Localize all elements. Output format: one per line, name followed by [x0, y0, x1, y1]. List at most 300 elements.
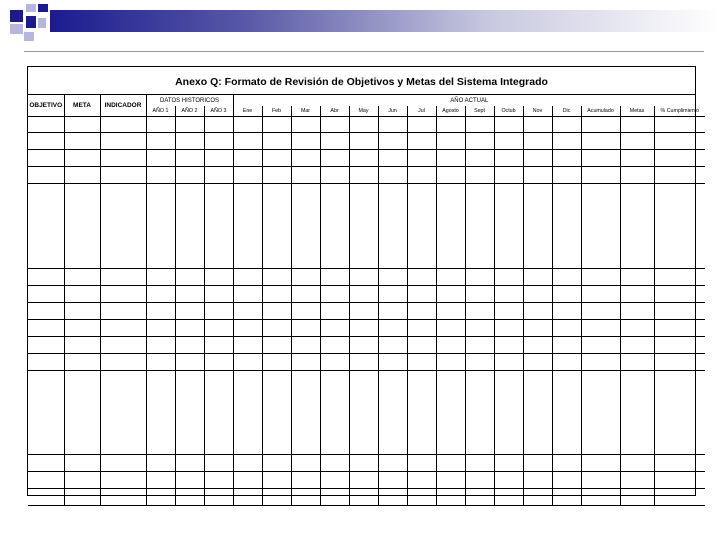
table-cell[interactable] [620, 370, 654, 454]
table-cell[interactable] [349, 454, 378, 471]
table-cell[interactable] [620, 132, 654, 149]
table-cell[interactable] [552, 370, 581, 454]
table-cell[interactable] [494, 319, 523, 336]
table-cell[interactable] [204, 370, 233, 454]
table-cell[interactable] [175, 336, 204, 353]
table-cell[interactable] [620, 471, 654, 488]
table-cell[interactable] [436, 116, 465, 132]
table-cell[interactable] [100, 302, 146, 319]
table-cell[interactable] [349, 319, 378, 336]
table-cell[interactable] [64, 370, 100, 454]
table-cell[interactable] [320, 183, 349, 268]
table-cell[interactable] [233, 370, 262, 454]
table-cell[interactable] [436, 166, 465, 183]
table-cell[interactable] [233, 166, 262, 183]
table-cell[interactable] [654, 336, 705, 353]
table-cell[interactable] [620, 319, 654, 336]
table-cell[interactable] [581, 302, 620, 319]
table-cell[interactable] [494, 132, 523, 149]
table-cell[interactable] [523, 132, 552, 149]
table-cell[interactable] [100, 353, 146, 370]
table-cell[interactable] [465, 183, 494, 268]
table-cell[interactable] [436, 370, 465, 454]
table-cell[interactable] [28, 336, 64, 353]
table-cell[interactable] [146, 353, 175, 370]
table-cell[interactable] [204, 132, 233, 149]
table-cell[interactable] [407, 268, 436, 285]
table-cell[interactable] [233, 302, 262, 319]
table-cell[interactable] [233, 454, 262, 471]
table-cell[interactable] [378, 285, 407, 302]
table-cell[interactable] [465, 488, 494, 505]
table-cell[interactable] [146, 319, 175, 336]
table-cell[interactable] [175, 370, 204, 454]
table-cell[interactable] [320, 471, 349, 488]
table-cell[interactable] [204, 116, 233, 132]
table-cell[interactable] [378, 116, 407, 132]
table-cell[interactable] [204, 454, 233, 471]
table-cell[interactable] [100, 285, 146, 302]
table-cell[interactable] [100, 319, 146, 336]
table-cell[interactable] [64, 353, 100, 370]
table-cell[interactable] [100, 166, 146, 183]
table-cell[interactable] [204, 268, 233, 285]
table-cell[interactable] [654, 370, 705, 454]
table-cell[interactable] [494, 285, 523, 302]
table-cell[interactable] [146, 166, 175, 183]
table-cell[interactable] [175, 268, 204, 285]
table-cell[interactable] [146, 183, 175, 268]
table-cell[interactable] [654, 454, 705, 471]
table-cell[interactable] [494, 471, 523, 488]
table-cell[interactable] [28, 471, 64, 488]
table-cell[interactable] [28, 116, 64, 132]
table-cell[interactable] [291, 302, 320, 319]
table-cell[interactable] [523, 353, 552, 370]
table-cell[interactable] [378, 454, 407, 471]
table-cell[interactable] [349, 488, 378, 505]
table-cell[interactable] [233, 149, 262, 166]
table-cell[interactable] [378, 370, 407, 454]
table-cell[interactable] [523, 116, 552, 132]
table-cell[interactable] [523, 183, 552, 268]
table-cell[interactable] [64, 149, 100, 166]
table-cell[interactable] [291, 488, 320, 505]
table-cell[interactable] [378, 302, 407, 319]
table-cell[interactable] [320, 370, 349, 454]
table-cell[interactable] [320, 116, 349, 132]
table-cell[interactable] [320, 149, 349, 166]
table-cell[interactable] [291, 116, 320, 132]
table-cell[interactable] [262, 285, 291, 302]
table-cell[interactable] [233, 336, 262, 353]
table-cell[interactable] [146, 488, 175, 505]
table-cell[interactable] [620, 166, 654, 183]
table-cell[interactable] [654, 285, 705, 302]
table-cell[interactable] [552, 471, 581, 488]
table-cell[interactable] [320, 302, 349, 319]
table-cell[interactable] [654, 166, 705, 183]
table-cell[interactable] [552, 149, 581, 166]
table-cell[interactable] [552, 336, 581, 353]
table-cell[interactable] [64, 454, 100, 471]
table-cell[interactable] [320, 268, 349, 285]
table-cell[interactable] [100, 454, 146, 471]
table-cell[interactable] [581, 370, 620, 454]
table-cell[interactable] [654, 116, 705, 132]
table-cell[interactable] [654, 183, 705, 268]
table-cell[interactable] [581, 116, 620, 132]
table-cell[interactable] [523, 488, 552, 505]
table-cell[interactable] [349, 183, 378, 268]
table-cell[interactable] [620, 116, 654, 132]
table-cell[interactable] [581, 353, 620, 370]
table-cell[interactable] [465, 116, 494, 132]
table-cell[interactable] [465, 149, 494, 166]
table-cell[interactable] [28, 132, 64, 149]
table-cell[interactable] [654, 302, 705, 319]
table-cell[interactable] [407, 488, 436, 505]
table-cell[interactable] [233, 132, 262, 149]
table-cell[interactable] [291, 268, 320, 285]
table-cell[interactable] [262, 319, 291, 336]
table-cell[interactable] [552, 319, 581, 336]
table-cell[interactable] [262, 116, 291, 132]
table-cell[interactable] [64, 336, 100, 353]
table-cell[interactable] [378, 183, 407, 268]
table-cell[interactable] [100, 336, 146, 353]
table-cell[interactable] [349, 116, 378, 132]
table-cell[interactable] [523, 302, 552, 319]
table-cell[interactable] [233, 268, 262, 285]
table-cell[interactable] [620, 149, 654, 166]
table-cell[interactable] [581, 471, 620, 488]
table-cell[interactable] [436, 488, 465, 505]
table-cell[interactable] [581, 285, 620, 302]
table-cell[interactable] [64, 166, 100, 183]
table-cell[interactable] [204, 336, 233, 353]
table-cell[interactable] [581, 488, 620, 505]
table-cell[interactable] [465, 319, 494, 336]
table-cell[interactable] [494, 370, 523, 454]
table-cell[interactable] [320, 166, 349, 183]
table-cell[interactable] [378, 268, 407, 285]
table-cell[interactable] [494, 336, 523, 353]
table-cell[interactable] [100, 471, 146, 488]
table-cell[interactable] [494, 353, 523, 370]
table-cell[interactable] [349, 132, 378, 149]
table-cell[interactable] [494, 302, 523, 319]
table-cell[interactable] [349, 268, 378, 285]
table-cell[interactable] [523, 336, 552, 353]
table-cell[interactable] [291, 285, 320, 302]
table-cell[interactable] [581, 336, 620, 353]
table-cell[interactable] [320, 353, 349, 370]
table-cell[interactable] [233, 116, 262, 132]
table-cell[interactable] [407, 166, 436, 183]
table-cell[interactable] [262, 268, 291, 285]
table-cell[interactable] [291, 166, 320, 183]
table-cell[interactable] [523, 319, 552, 336]
table-cell[interactable] [436, 471, 465, 488]
table-cell[interactable] [28, 370, 64, 454]
table-cell[interactable] [349, 336, 378, 353]
table-cell[interactable] [291, 132, 320, 149]
table-cell[interactable] [436, 353, 465, 370]
table-cell[interactable] [175, 285, 204, 302]
table-cell[interactable] [581, 183, 620, 268]
table-cell[interactable] [620, 183, 654, 268]
table-cell[interactable] [378, 149, 407, 166]
table-cell[interactable] [146, 132, 175, 149]
table-cell[interactable] [436, 149, 465, 166]
table-cell[interactable] [620, 302, 654, 319]
table-cell[interactable] [654, 488, 705, 505]
table-cell[interactable] [552, 183, 581, 268]
table-cell[interactable] [262, 370, 291, 454]
table-cell[interactable] [64, 302, 100, 319]
table-cell[interactable] [436, 183, 465, 268]
table-cell[interactable] [146, 268, 175, 285]
table-cell[interactable] [407, 370, 436, 454]
table-cell[interactable] [100, 149, 146, 166]
table-cell[interactable] [146, 454, 175, 471]
table-cell[interactable] [620, 336, 654, 353]
table-cell[interactable] [291, 353, 320, 370]
table-cell[interactable] [204, 183, 233, 268]
table-cell[interactable] [552, 285, 581, 302]
table-cell[interactable] [100, 183, 146, 268]
table-cell[interactable] [146, 336, 175, 353]
table-cell[interactable] [465, 336, 494, 353]
table-cell[interactable] [64, 116, 100, 132]
table-cell[interactable] [436, 454, 465, 471]
table-cell[interactable] [552, 353, 581, 370]
table-cell[interactable] [64, 285, 100, 302]
table-cell[interactable] [291, 319, 320, 336]
table-cell[interactable] [465, 471, 494, 488]
table-cell[interactable] [349, 302, 378, 319]
table-cell[interactable] [654, 319, 705, 336]
table-cell[interactable] [407, 132, 436, 149]
table-cell[interactable] [407, 183, 436, 268]
table-cell[interactable] [654, 149, 705, 166]
table-cell[interactable] [378, 471, 407, 488]
table-cell[interactable] [378, 132, 407, 149]
table-cell[interactable] [349, 166, 378, 183]
table-cell[interactable] [204, 319, 233, 336]
table-cell[interactable] [523, 471, 552, 488]
table-cell[interactable] [581, 454, 620, 471]
table-cell[interactable] [407, 319, 436, 336]
table-cell[interactable] [175, 183, 204, 268]
table-cell[interactable] [552, 488, 581, 505]
table-cell[interactable] [262, 471, 291, 488]
table-cell[interactable] [436, 285, 465, 302]
table-cell[interactable] [262, 166, 291, 183]
table-cell[interactable] [654, 353, 705, 370]
table-cell[interactable] [262, 488, 291, 505]
table-cell[interactable] [204, 285, 233, 302]
table-cell[interactable] [100, 370, 146, 454]
table-cell[interactable] [64, 471, 100, 488]
table-cell[interactable] [620, 285, 654, 302]
table-cell[interactable] [175, 149, 204, 166]
table-cell[interactable] [28, 319, 64, 336]
table-cell[interactable] [465, 132, 494, 149]
table-cell[interactable] [407, 336, 436, 353]
table-cell[interactable] [654, 132, 705, 149]
table-cell[interactable] [465, 268, 494, 285]
table-cell[interactable] [407, 285, 436, 302]
table-cell[interactable] [233, 319, 262, 336]
table-cell[interactable] [175, 488, 204, 505]
table-cell[interactable] [581, 132, 620, 149]
table-cell[interactable] [175, 471, 204, 488]
table-cell[interactable] [233, 488, 262, 505]
table-cell[interactable] [620, 488, 654, 505]
table-cell[interactable] [620, 454, 654, 471]
table-cell[interactable] [465, 353, 494, 370]
table-cell[interactable] [523, 166, 552, 183]
table-cell[interactable] [320, 454, 349, 471]
table-cell[interactable] [552, 454, 581, 471]
table-cell[interactable] [175, 454, 204, 471]
table-cell[interactable] [320, 488, 349, 505]
table-cell[interactable] [523, 149, 552, 166]
table-cell[interactable] [204, 353, 233, 370]
table-cell[interactable] [291, 454, 320, 471]
table-cell[interactable] [523, 268, 552, 285]
table-cell[interactable] [552, 268, 581, 285]
table-cell[interactable] [100, 268, 146, 285]
table-cell[interactable] [320, 285, 349, 302]
table-cell[interactable] [262, 302, 291, 319]
table-cell[interactable] [620, 268, 654, 285]
table-cell[interactable] [100, 116, 146, 132]
table-cell[interactable] [175, 353, 204, 370]
table-cell[interactable] [320, 336, 349, 353]
table-cell[interactable] [494, 488, 523, 505]
table-cell[interactable] [28, 488, 64, 505]
table-cell[interactable] [654, 268, 705, 285]
table-cell[interactable] [465, 370, 494, 454]
table-cell[interactable] [146, 116, 175, 132]
table-cell[interactable] [175, 132, 204, 149]
table-cell[interactable] [233, 183, 262, 268]
table-cell[interactable] [204, 488, 233, 505]
table-cell[interactable] [100, 488, 146, 505]
table-cell[interactable] [407, 353, 436, 370]
table-cell[interactable] [175, 319, 204, 336]
table-cell[interactable] [233, 471, 262, 488]
table-cell[interactable] [494, 454, 523, 471]
table-cell[interactable] [262, 353, 291, 370]
table-cell[interactable] [64, 183, 100, 268]
table-cell[interactable] [320, 319, 349, 336]
table-cell[interactable] [552, 302, 581, 319]
table-cell[interactable] [436, 268, 465, 285]
table-cell[interactable] [349, 285, 378, 302]
table-cell[interactable] [100, 132, 146, 149]
table-cell[interactable] [146, 471, 175, 488]
table-cell[interactable] [320, 132, 349, 149]
table-cell[interactable] [262, 454, 291, 471]
table-cell[interactable] [349, 353, 378, 370]
table-cell[interactable] [378, 319, 407, 336]
table-cell[interactable] [407, 454, 436, 471]
table-cell[interactable] [436, 336, 465, 353]
table-cell[interactable] [552, 166, 581, 183]
table-cell[interactable] [465, 302, 494, 319]
table-cell[interactable] [378, 488, 407, 505]
table-cell[interactable] [64, 132, 100, 149]
table-cell[interactable] [378, 336, 407, 353]
table-cell[interactable] [204, 166, 233, 183]
table-cell[interactable] [64, 268, 100, 285]
table-cell[interactable] [523, 370, 552, 454]
table-cell[interactable] [28, 183, 64, 268]
table-cell[interactable] [233, 285, 262, 302]
table-cell[interactable] [407, 116, 436, 132]
table-cell[interactable] [175, 302, 204, 319]
table-cell[interactable] [28, 454, 64, 471]
table-cell[interactable] [146, 285, 175, 302]
table-cell[interactable] [620, 353, 654, 370]
table-cell[interactable] [378, 353, 407, 370]
table-cell[interactable] [146, 370, 175, 454]
table-cell[interactable] [581, 166, 620, 183]
table-cell[interactable] [204, 149, 233, 166]
table-cell[interactable] [494, 149, 523, 166]
table-cell[interactable] [436, 302, 465, 319]
table-cell[interactable] [581, 319, 620, 336]
table-cell[interactable] [146, 302, 175, 319]
table-cell[interactable] [28, 166, 64, 183]
table-cell[interactable] [64, 488, 100, 505]
table-cell[interactable] [146, 149, 175, 166]
table-cell[interactable] [28, 268, 64, 285]
table-cell[interactable] [64, 319, 100, 336]
table-cell[interactable] [262, 183, 291, 268]
table-cell[interactable] [523, 285, 552, 302]
table-cell[interactable] [523, 454, 552, 471]
table-cell[interactable] [291, 370, 320, 454]
table-cell[interactable] [175, 166, 204, 183]
table-cell[interactable] [262, 149, 291, 166]
table-cell[interactable] [28, 353, 64, 370]
table-cell[interactable] [233, 353, 262, 370]
table-cell[interactable] [494, 116, 523, 132]
table-cell[interactable] [407, 149, 436, 166]
table-cell[interactable] [291, 336, 320, 353]
table-cell[interactable] [28, 285, 64, 302]
table-cell[interactable] [494, 166, 523, 183]
table-cell[interactable] [349, 471, 378, 488]
table-cell[interactable] [262, 336, 291, 353]
table-cell[interactable] [552, 116, 581, 132]
table-cell[interactable] [581, 268, 620, 285]
table-cell[interactable] [262, 132, 291, 149]
table-cell[interactable] [465, 454, 494, 471]
table-cell[interactable] [465, 285, 494, 302]
table-cell[interactable] [581, 149, 620, 166]
table-cell[interactable] [291, 471, 320, 488]
table-cell[interactable] [465, 166, 494, 183]
table-cell[interactable] [654, 471, 705, 488]
table-cell[interactable] [436, 319, 465, 336]
table-cell[interactable] [552, 132, 581, 149]
